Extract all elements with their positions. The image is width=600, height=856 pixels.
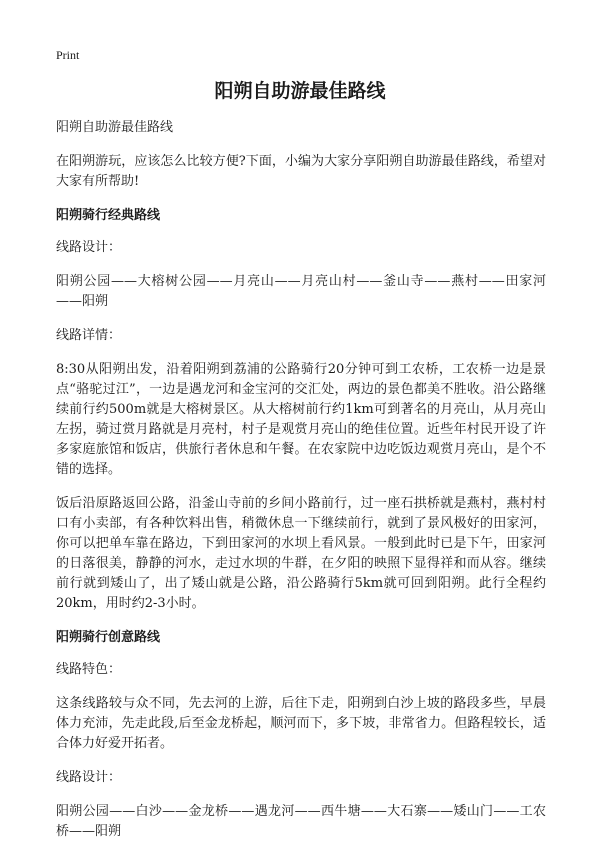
- intro-paragraph: 在阳朔游玩，应该怎么比较方便?下面，小编为大家分享阳朔自助游最佳路线，希望对大家有所帮助!: [56, 154, 546, 189]
- route-features-label: 线路特色：: [56, 662, 122, 677]
- route-classic: 阳朔公园——大榕树公园——月亮山——月亮山村——釜山寺——燕村——田家河——阳朔: [56, 274, 546, 309]
- document-body: [56, 118, 546, 856]
- features-paragraph: 这条线路较与众不同，先去河的上游，后往下走，阳朔到白沙上坡的路段多些，早晨体力充沛，先走此段,后至金龙桥起，顺河而下，多下坡，非常省力。但路程较长，适合体力好爱开拓者。: [56, 696, 546, 751]
- route-design-label: 线路设计：: [56, 240, 122, 255]
- print-label[interactable]: Print: [56, 48, 80, 62]
- page-title: 阳朔自助游最佳路线: [214, 80, 386, 102]
- route-details-label: 线路详情：: [56, 328, 122, 343]
- subtitle: 阳朔自助游最佳路线: [56, 120, 174, 135]
- route-creative: 阳朔公园——白沙——金龙桥——遇龙河——西牛塘——大石寨——矮山门——工农桥——阳朔: [56, 804, 546, 839]
- details-paragraph-1: 8:30从阳朔出发，沿着阳朔到荔浦的公路骑行20分钟可到工农桥，工农桥一边是景点“骆驼过江”，一边是遇龙河和金宝河的交汇处，两边的景色都美不胜收。沿公路继续前行约500m就是大榕树景区。从大榕树前行约1km可到著名的月亮山，从月亮山左拐，骑过赏月路就是月亮村，村子是观赏月亮山的绝佳位置。近些年村民开设了许多家庭旅馆和饭店，供旅行者休息和午餐。在农家院中边吃饭边观赏月亮山，是个不错的选择。: [56, 362, 546, 477]
- details-paragraph-2: 饭后沿原路返回公路，沿釜山寺前的乡间小路前行，过一座石拱桥就是燕村，燕村村口有小卖部，有各种饮料出售，稍微休息一下继续前行，就到了景风极好的田家河，你可以把单车靠在路边，下到田家河的水坝上看风景。一般到此时已是下午，田家河的日落很美，静静的河水，走过水坝的牛群，在夕阳的映照下显得祥和而从容。继续前行就到矮山了，出了矮山就是公路，沿公路骑行5km就可回到阳朔。此行全程约20km，用时约2-3小时。: [56, 496, 546, 611]
- section-heading-creative: 阳朔骑行创意路线: [56, 630, 161, 645]
- section-heading-classic: 阳朔骑行经典路线: [56, 208, 161, 223]
- route-design-label-2: 线路设计：: [56, 770, 122, 785]
